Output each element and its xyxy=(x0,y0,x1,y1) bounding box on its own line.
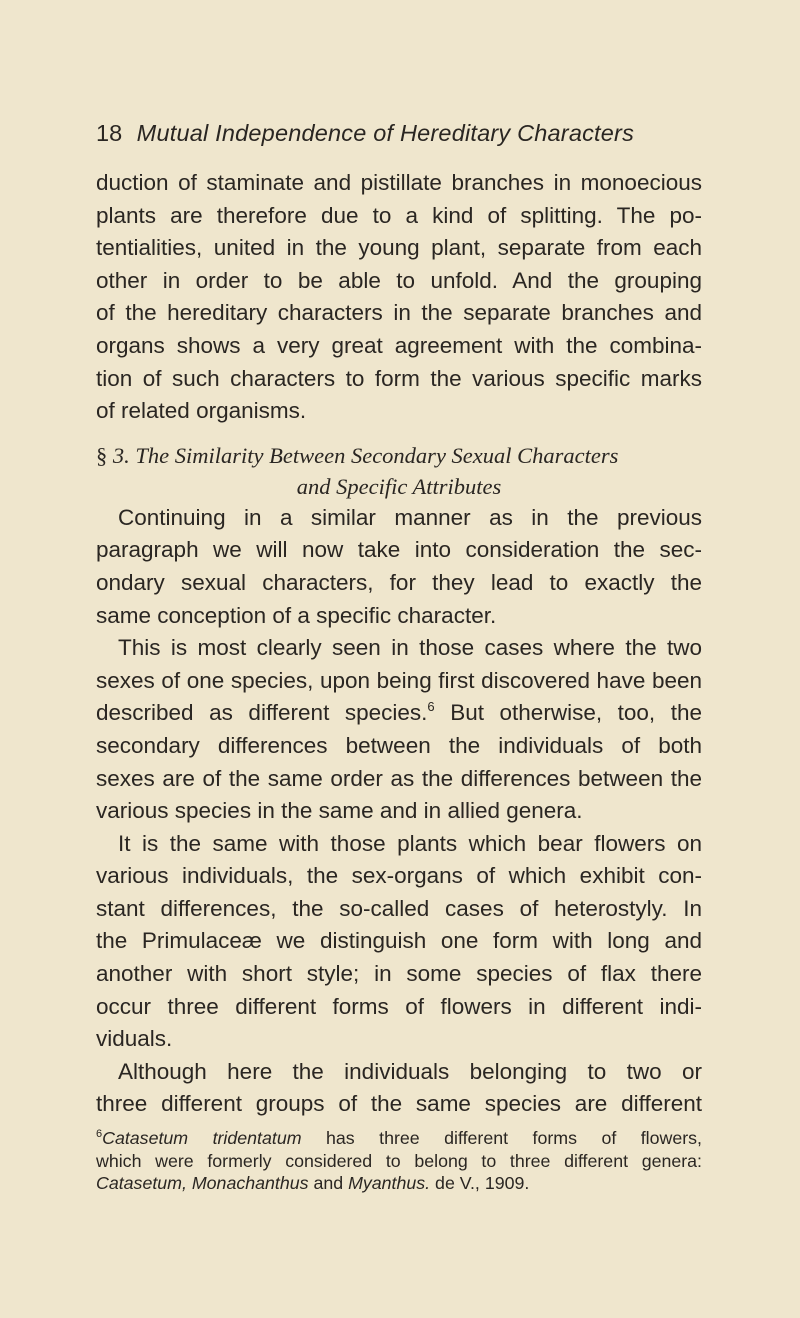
footnote-citation: de V., 1909. xyxy=(430,1173,530,1194)
footnote-genus-names: Catasetum, Monachanthus xyxy=(96,1173,309,1194)
text-line: plants are therefore due to a kind of splitting. The po- xyxy=(96,202,702,228)
text-fragment: and xyxy=(308,1173,349,1194)
footnote-number: 6 xyxy=(96,1128,103,1141)
paragraph-1 xyxy=(96,167,702,428)
footnote xyxy=(96,1127,702,1195)
text-line: organs shows a very great agreement with the combina- xyxy=(96,332,702,358)
text-line: ondary sexual characters, for they lead to exactly the xyxy=(96,569,702,595)
paragraph-5 xyxy=(96,1056,702,1121)
text-line: tion of such characters to form the various specific marks xyxy=(96,365,702,391)
text-line: sexes of one species, upon being first discovered have been xyxy=(96,667,702,693)
page-number: 18 xyxy=(96,120,123,146)
section-mark: § xyxy=(96,442,108,468)
section-heading-line-1 xyxy=(96,440,702,471)
section-title-line-2: and Specific Attributes xyxy=(296,473,502,499)
section-heading xyxy=(96,440,702,502)
text-line: stant differences, the so-called cases of heterostyly. In xyxy=(96,895,702,921)
text-line: duction of staminate and pistillate branches in monoecious xyxy=(96,170,702,195)
text-line: three different groups of the same species are different xyxy=(96,1091,702,1117)
running-header xyxy=(96,118,702,148)
footnote-line-3 xyxy=(96,1172,702,1195)
text-line: occur three different forms of flowers in different indi- xyxy=(96,993,702,1019)
text-line: same conception of a specific character. xyxy=(96,602,497,628)
text-line: secondary differences between the individuals of both xyxy=(96,732,702,758)
text-line: the Primulaceæ we distinguish one form with long and xyxy=(96,928,702,954)
text-line: of the hereditary characters in the separate branches and xyxy=(96,300,702,326)
footnote-line-2: which were formerly considered to belong to three different genera: xyxy=(96,1150,702,1171)
body-text xyxy=(96,167,702,1121)
footnote-reference[interactable]: 6 xyxy=(427,699,435,715)
text-line: It is the same with those plants which bear flowers on xyxy=(118,830,702,856)
section-title-line-1: The Similarity Between Secondary Sexual Characters xyxy=(135,442,619,468)
footnote-species-name: Catasetum tridentatum xyxy=(102,1128,302,1149)
text-line: of related organisms. xyxy=(96,398,307,424)
text-line: Continuing in a similar manner as in the previous xyxy=(118,504,702,530)
text-line-with-reference xyxy=(96,697,702,730)
text-line: various species in the same and in allied genera. xyxy=(96,798,583,824)
text-line: paragraph we will now take into consideration the sec- xyxy=(96,537,702,563)
text-fragment: described as different species. xyxy=(96,700,428,726)
text-fragment: But otherwise, too, the xyxy=(434,700,702,726)
paragraph-2 xyxy=(96,502,702,632)
section-number: 3. xyxy=(112,442,130,468)
text-fragment: has three different forms of flowers, xyxy=(301,1128,703,1149)
paragraph-3 xyxy=(96,632,702,828)
text-line: other in order to be able to unfold. And the grouping xyxy=(96,267,702,293)
text-line: viduals. xyxy=(96,1026,173,1052)
footnote-genus-name: Myanthus. xyxy=(348,1173,431,1194)
footnote-line-1 xyxy=(96,1127,702,1150)
text-line: another with short style; in some species of flax there xyxy=(96,961,702,987)
paragraph-4 xyxy=(96,828,702,1056)
text-line: This is most clearly seen in those cases where the two xyxy=(118,635,702,661)
text-line: various individuals, the sex-organs of which exhibit con- xyxy=(96,863,702,889)
running-title: Mutual Independence of Hereditary Characters xyxy=(136,120,635,146)
text-line: sexes are of the same order as the differences between the xyxy=(96,765,702,791)
text-line: Although here the individuals belonging to two or xyxy=(118,1058,702,1084)
text-line: tentialities, united in the young plant, separate from each xyxy=(96,235,702,261)
book-page xyxy=(96,118,702,1195)
